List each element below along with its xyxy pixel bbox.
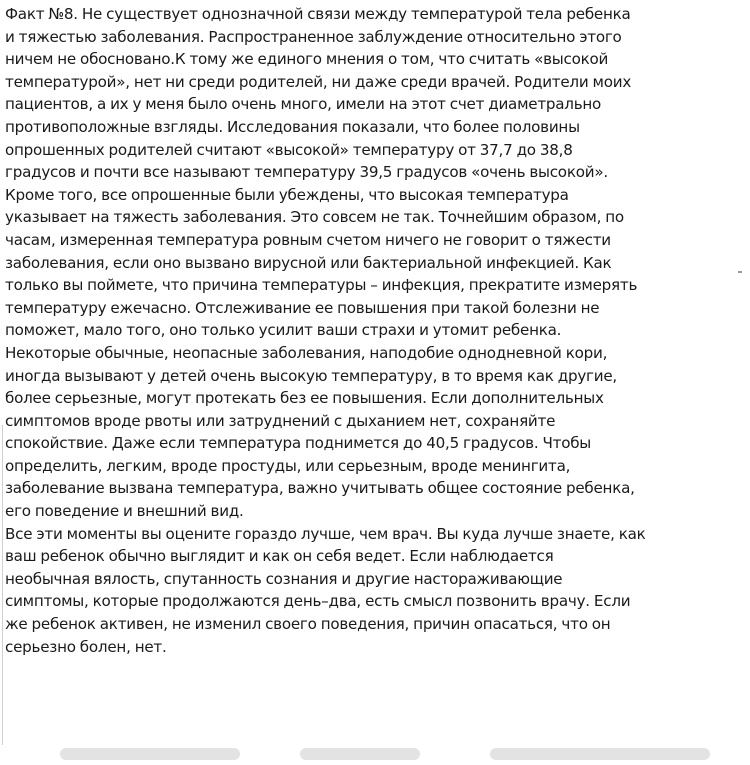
text-line: определить, легким, вроде простуды, или серьезным, вроде менингита, [5, 456, 571, 475]
text-line: опрошенных родителей считают «высокой» температуру от 37,7 до 38,8 [5, 140, 573, 159]
text-line: часам, измеренная температура ровным счетом ничего не говорит о тяжести [5, 230, 611, 249]
text-line: более серьезные, могут протекать без ее повышения. Если дополнительных [5, 389, 604, 408]
text-line: иногда вызывают у детей очень высокую температуру, в то время как другие, [5, 366, 617, 385]
text-line: Факт №8. Не существует однозначной связи между температурой тела ребенка [5, 5, 631, 23]
text-line: поможет, мало того, оно только усилит ваши страхи и утомит ребенка. [5, 321, 562, 340]
text-line: необычная вялость, спутанность сознания и другие настораживающие [5, 569, 563, 588]
scan-left-edge [2, 425, 3, 745]
text-line: симптомы, которые продолжаются день–два, есть смысл позвонить врачу. Если [5, 592, 631, 611]
text-line: противоположные взгляды. Исследования показали, что более половины [5, 117, 580, 136]
text-line: и тяжестью заболевания. Распространенное заблуждение относительно этого [5, 27, 622, 46]
scan-bottom-smudge [300, 748, 420, 760]
text-line: ничем не обосновано.К тому же единого мнения о том, что считать «высокой [5, 50, 609, 69]
text-line: только вы поймете, что причина температуры – инфекция, прекратите измерять [5, 276, 638, 295]
text-line: его поведение и внешний вид. [5, 502, 244, 521]
text-line: спокойствие. Даже если температура поднимется до 40,5 градусов. Чтобы [5, 434, 592, 453]
text-line: пациентов, а их у меня было очень много, имели на этот счет диаметрально [5, 95, 602, 114]
text-line: заболевание вызвана температура, важно учитывать общее состояние ребенка, [5, 479, 635, 498]
text-line: температуру ежечасно. Отслеживание ее повышения при такой болезни не [5, 298, 600, 317]
document-text [5, 3, 745, 658]
text-line: ваш ребенок обычно выглядит и как он себя ведет. Если наблюдается [5, 547, 554, 566]
scan-bottom-smudge [490, 748, 710, 760]
scan-bottom-smudge [60, 748, 240, 760]
text-line: симптомов вроде рвоты или затруднений с дыханием нет, сохраняйте [5, 411, 556, 430]
text-line: градусов и почти все называют температуру 39,5 градусов «очень высокой». [5, 163, 608, 182]
text-line: же ребенок активен, не изменил своего поведения, причин опасаться, что он [5, 615, 611, 634]
text-line: заболевания, если оно вызвано вирусной или бактериальной инфекцией. Как [5, 253, 612, 272]
text-line: Все эти моменты вы оцените гораздо лучше, чем врач. Вы куда лучше знаете, как [5, 524, 646, 543]
text-line: температурой», нет ни среди родителей, ни даже среди врачей. Родители моих [5, 72, 632, 91]
text-line: Некоторые обычные, неопасные заболевания, наподобие однодневной кори, [5, 343, 608, 362]
text-line: серьезно болен, нет. [5, 637, 167, 656]
text-line: Кроме того, все опрошенные были убеждены, что высокая температура [5, 185, 569, 204]
text-line: указывает на тяжесть заболевания. Это совсем не так. Точнейшим образом, по [5, 208, 624, 227]
